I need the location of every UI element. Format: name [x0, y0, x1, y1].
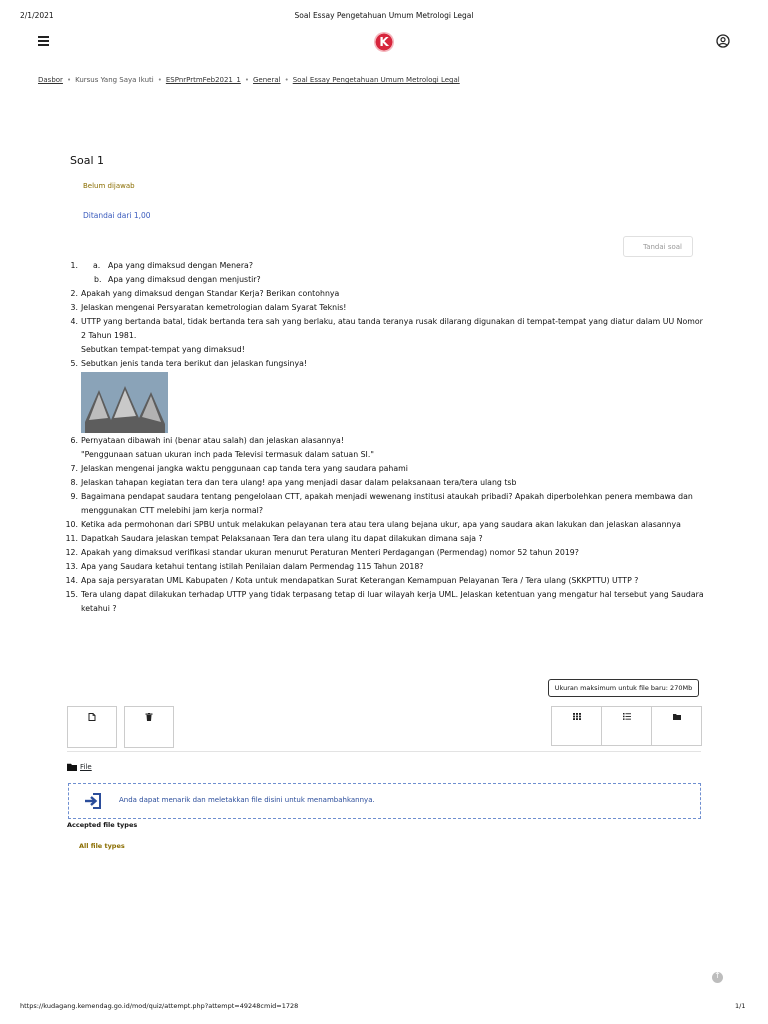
navbar: [0, 30, 768, 56]
question-grade: Ditandai dari 1,00: [83, 211, 151, 220]
logo-letter: K: [379, 35, 389, 49]
folder-icon: [673, 713, 681, 720]
file-icon: [89, 713, 96, 721]
list-item: 2. Apakah yang dimaksud dengan Standar Kerja? Berikan contohnya: [70, 289, 340, 298]
dropzone-text: Anda dapat menarik dan meletakkan file disini untuk menambahkannya.: [119, 796, 375, 804]
list-item: 4. UTTP yang bertanda batal, tidak bertanda tera sah yang berlaku, atau tanda teranya rusak dilarang digunakan di tempat-tempat yang diatur dalam UU Nomor 2 Tahun 1981. Sebutkan tempat-tempat yang dimaksud!: [70, 317, 703, 354]
breadcrumb-kursus: Kursus Yang Saya Ikuti: [75, 76, 154, 84]
flag-question-button[interactable]: Tandai soal: [623, 236, 693, 257]
list-item: 3. Jelaskan mengenai Persyaratan kemetrologian dalam Syarat Teknis!: [70, 303, 347, 312]
view-list-button[interactable]: [602, 707, 652, 745]
print-url: https://kudagang.kemendag.go.id/mod/quiz/attempt.php?attempt=49248cmid=1728: [20, 1002, 299, 1010]
list-item: 11. Dapatkah Saudara jelaskan tempat Pelaksanaan Tera dan tera ulang itu dapat dilakukan dimana saja ?: [65, 534, 483, 543]
grid-icon: [573, 713, 581, 720]
view-grid-button[interactable]: [552, 707, 602, 745]
list-item: 9. Bagaimana pendapat saudara tentang pengelolaan CTT, apakah menjadi wewenang institusi ataukah pribadi? Apakah diperbolehkan penera membawa dan menggunakan CTT melebihi jam kerja normal?: [70, 492, 693, 515]
breadcrumb-quiz[interactable]: Soal Essay Pengetahuan Umum Metrologi Legal: [292, 76, 460, 84]
print-title: Soal Essay Pengetahuan Umum Metrologi Legal: [294, 11, 474, 20]
folder-name-link[interactable]: File: [80, 763, 92, 771]
file-dropzone[interactable]: [68, 783, 701, 819]
list-item: 10. Ketika ada permohonan dari SPBU untuk melakukan pelayanan tera atau tera ulang bejana ukur, apa yang saudara akan lakukan dan jelaskan alasannya: [65, 520, 681, 529]
list-item: 6. Pernyataan dibawah ini (benar atau salah) dan jelaskan alasannya! "Penggunaan satuan ukuran inch pada Televisi termasuk dalam satuan SI.": [70, 436, 374, 459]
question-text: [60, 259, 710, 616]
tanda-tera-image: [81, 372, 168, 433]
site-logo[interactable]: [374, 32, 394, 52]
list-item: 5. Sebutkan jenis tanda tera berikut dan jelaskan fungsinya!: [60, 357, 710, 433]
user-circle-icon[interactable]: [716, 34, 730, 48]
hamburger-icon[interactable]: [38, 36, 49, 46]
folder-icon: [67, 763, 77, 771]
list-item: 13. Apa yang Saudara ketahui tentang istilah Penilaian dalam Permendag 115 Tahun 2018?: [65, 562, 424, 571]
list-item: 8. Jelaskan tahapan kegiatan tera dan tera ulang! apa yang menjadi dasar dalam pelaksanaan tera/tera ulang tsb: [70, 478, 517, 487]
list-item: 14. Apa saja persyaratan UML Kabupaten / Kota untuk mendapatkan Surat Keterangan Kemampuan Pelayanan Tera / Tera ulang (SKKPTTU) UTTP ?: [65, 576, 639, 585]
view-tree-button[interactable]: [652, 707, 702, 745]
breadcrumb: Dasbor • Kursus Yang Saya Ikuti • ESPnrPrtmFeb2021_1 • General • Soal Essay Pengetahuan Umum Metrologi Legal: [38, 76, 460, 84]
list-item: 7. Jelaskan mengenai jangka waktu penggunaan cap tanda tera yang saudara pahami: [70, 464, 408, 473]
delete-file-button[interactable]: [124, 706, 174, 748]
list-icon: [623, 713, 631, 720]
upload-arrow-icon: [84, 793, 102, 809]
arrow-up-icon: ↑: [714, 971, 721, 980]
breadcrumb-general[interactable]: General: [252, 76, 281, 84]
view-toggle-group: [551, 706, 702, 746]
accepted-file-types-value: All file types: [79, 842, 125, 850]
breadcrumb-course[interactable]: ESPnrPrtmFeb2021_1: [165, 76, 241, 84]
list-item: 15. Tera ulang dapat dilakukan terhadap UTTP yang tidak terpasang tetap di luar wilayah kerja UML. Jelaskan ketentuan yang mengatur hal tersebut yang Saudara ketahui ?: [65, 590, 704, 613]
add-file-button[interactable]: [67, 706, 117, 748]
breadcrumb-dasbor[interactable]: Dasbor: [38, 76, 63, 84]
max-file-size-badge: Ukuran maksimum untuk file baru: 270Mb: [548, 679, 699, 697]
accepted-file-types-label: Accepted file types: [67, 821, 138, 829]
scroll-top-button[interactable]: [712, 972, 723, 983]
question-state: Belum dijawab: [83, 182, 135, 190]
trash-icon: [146, 713, 153, 721]
question-title: Soal 1: [70, 154, 105, 167]
list-item: 1. a. Apa yang dimaksud dengan Menera? b. Apa yang dimaksud dengan menjustir?: [70, 261, 261, 284]
filepicker-divider: [67, 751, 701, 752]
print-page-number: 1/1: [735, 1002, 746, 1010]
print-date: 2/1/2021: [20, 11, 54, 20]
list-item: 12. Apakah yang dimaksud verifikasi standar ukuran menurut Peraturan Menteri Perdagangan (Permendag) nomor 52 tahun 2019?: [65, 548, 579, 557]
